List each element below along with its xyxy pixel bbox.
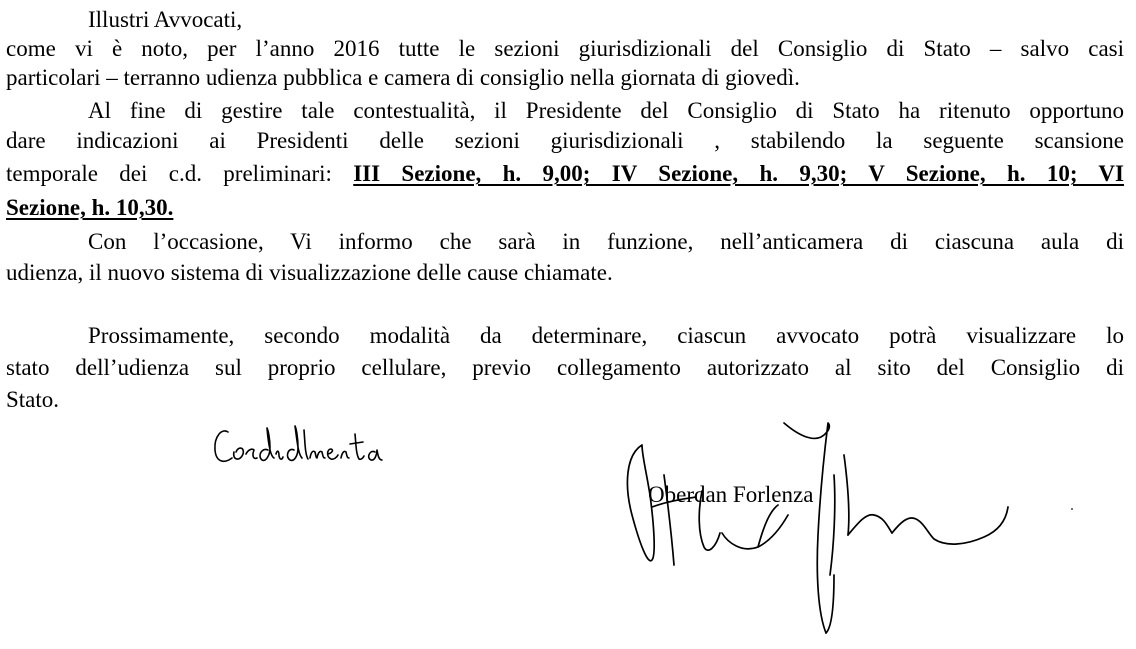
- schedule-highlight-end: Sezione, h. 10,30.: [6, 195, 174, 220]
- paragraph-3-line-1: Con l’occasione, Vi informo che sarà in funzione, nell’anticamera di ciascuna aula di: [88, 229, 1124, 254]
- handwritten-signature: [612, 415, 1042, 645]
- paragraph-4-line-1: Prossimamente, secondo modalità da determinare, ciascun avvocato potrà visualizzare lo: [88, 323, 1124, 348]
- signer-name: Oberdan Forlenza: [648, 482, 814, 507]
- preliminari-label: temporale dei c.d. preliminari:: [6, 161, 354, 186]
- paragraph-1-line-2: particolari – terranno udienza pubblica e camera di consiglio nella giornata di giovedì.: [6, 65, 800, 90]
- paragraph-2-line-4: [6, 195, 1124, 221]
- speck: [1071, 508, 1073, 510]
- salutation: Illustri Avvocati,: [88, 7, 243, 32]
- handwritten-closing: [210, 420, 400, 475]
- paragraph-2-line-2: dare indicazioni ai Presidenti delle sezioni giurisdizionali , stabilendo la seguente scansione: [6, 128, 1124, 153]
- paragraph-4-line-3: Stato.: [6, 387, 60, 412]
- paragraph-2-line-3: [6, 161, 1124, 187]
- paragraph-2-line-1: Al fine di gestire tale contestualità, il Presidente del Consiglio di Stato ha ritenuto opportuno: [88, 98, 1124, 123]
- paragraph-4-line-2: stato dell’udienza sul proprio cellulare, previo collegamento autorizzato al sito del Consiglio di: [6, 355, 1124, 380]
- paragraph-1-line-1: come vi è noto, per l’anno 2016 tutte le sezioni giurisdizionali del Consiglio di Stato – salvo casi: [6, 36, 1124, 61]
- schedule-highlight: III Sezione, h. 9,00; IV Sezione, h. 9,30; V Sezione, h. 10; VI: [353, 161, 1124, 186]
- paragraph-3-line-2: udienza, il nuovo sistema di visualizzazione delle cause chiamate.: [6, 260, 613, 285]
